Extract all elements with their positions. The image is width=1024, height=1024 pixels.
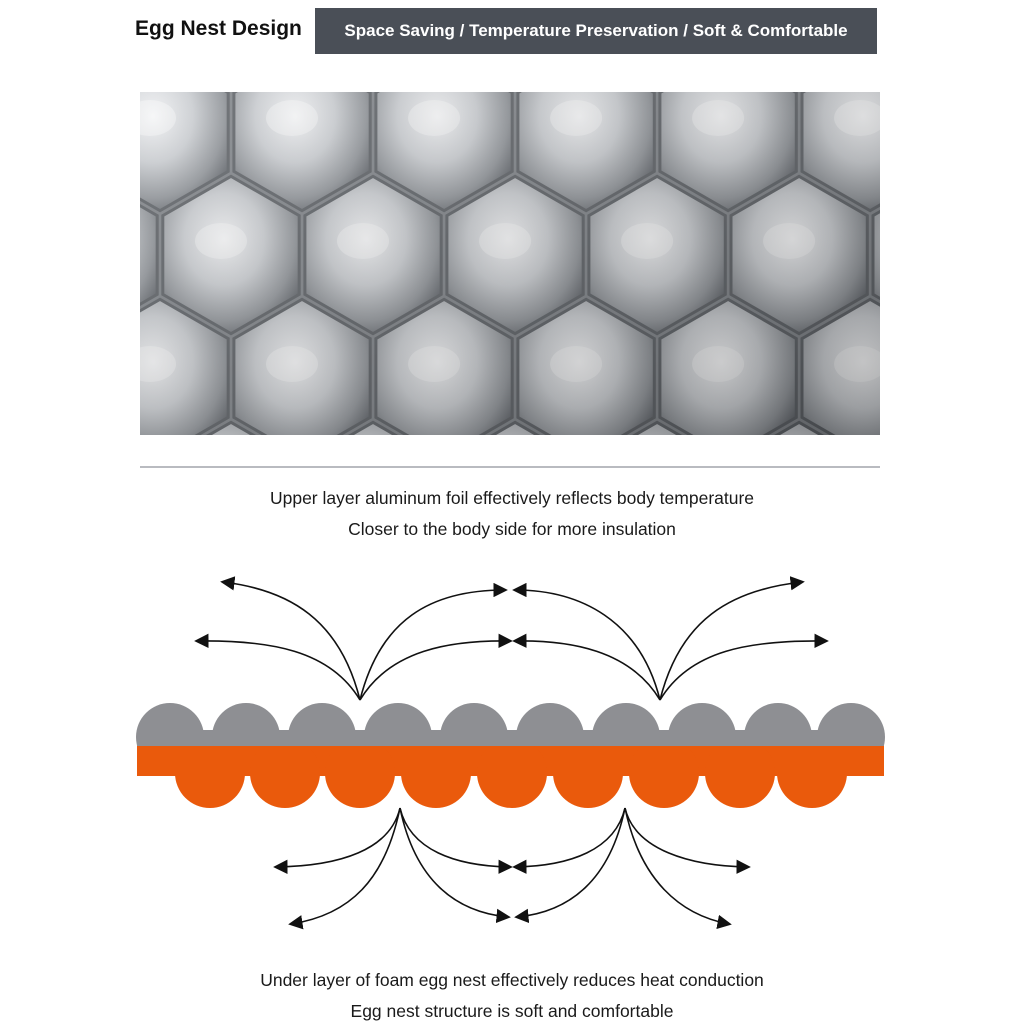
upper-caption-line-1: Upper layer aluminum foil effectively reflects body temperature: [269, 488, 755, 508]
section-divider: [140, 466, 880, 468]
lower-heat-arrows: [276, 808, 748, 924]
upper-heat-arrows: [197, 582, 826, 700]
feature-banner: Space Saving / Temperature Preservation / Soft & Comfortable: [315, 8, 877, 54]
egg-nest-photo: [140, 92, 880, 435]
header-title: Egg Nest Design: [135, 17, 302, 40]
heat-reflection-diagram: [0, 560, 1024, 960]
lower-caption-line-1: Under layer of foam egg nest effectively reduces heat conduction: [260, 970, 764, 990]
egg-nest-texture-illustration: [140, 92, 880, 435]
foam-layer: [137, 738, 884, 808]
lower-caption-line-2: Egg nest structure is soft and comfortable: [350, 1001, 674, 1021]
upper-caption-line-2: Closer to the body side for more insulation: [348, 519, 676, 539]
